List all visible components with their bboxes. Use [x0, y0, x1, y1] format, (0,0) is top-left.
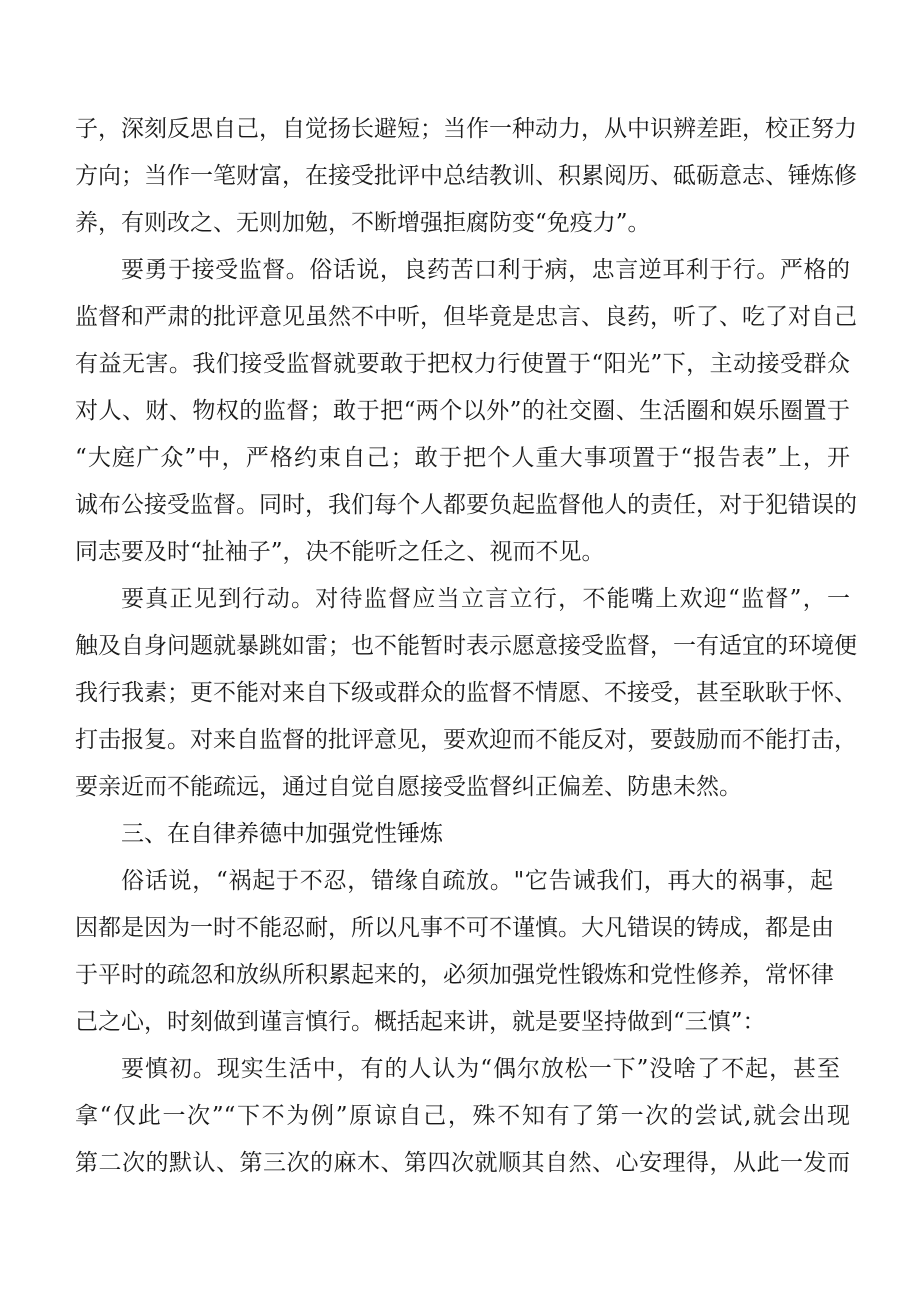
section-heading: 三、在自律养德中加强党性锤炼 — [121, 821, 443, 847]
text-line: 俗话说，“祸起于不忍，错缘自疏放。"它告诫我们，再大的祸事，起 — [121, 868, 833, 894]
text-line: “大庭广众”中，严格约束自己；敢于把个人重大事项置于“报告表”上，开 — [75, 445, 850, 471]
text-line: 子，深刻反思自己，自觉扬长避短；当作一种动力，从中识辨差距，校正努力 — [75, 116, 857, 142]
text-line: 方向；当作一笔财富，在接受批评中总结教训、积累阅历、砥砺意志、锤炼修 — [75, 163, 857, 189]
text-line: 触及自身问题就暴跳如雷；也不能暂时表示愿意接受监督，一有适宜的环境便 — [75, 633, 857, 659]
text-line: 有益无害。我们接受监督就要敢于把权力行使置于“阳光”下，主动接受群众 — [75, 351, 850, 377]
text-line: 要亲近而不能疏远，通过自觉自愿接受监督纠正偏差、防患未然。 — [75, 774, 742, 800]
text-line: 要勇于接受监督。俗话说，良药苦口利于病，忠言逆耳利于行。严格的 — [121, 257, 850, 283]
text-line: 同志要及时“扯袖子”，决不能听之任之、视而不见。 — [75, 539, 605, 565]
text-line: 于平时的疏忽和放纵所积累起来的，必须加强党性锻炼和党性修养，常怀律 — [75, 962, 834, 988]
text-line: 我行我素；更不能对来自下级或群众的监督不情愿、不接受，甚至耿耿于怀、 — [75, 680, 857, 706]
text-line: 要真正见到行动。对待监督应当立言立行，不能嘴上欢迎“监督”，一 — [121, 586, 850, 612]
text-line: 拿“仅此一次”“下不为例”原谅自己，殊不知有了第一次的尝试,就会出现 — [75, 1103, 850, 1129]
text-line: 因都是因为一时不能忍耐，所以凡事不可不谨慎。大凡错误的铸成，都是由 — [75, 915, 834, 941]
text-line: 监督和严肃的批评意见虽然不中听，但毕竟是忠言、良药，听了、吃了对自己 — [75, 304, 857, 330]
text-line: 养，有则改之、无则加勉，不断增强拒腐防变“免疫力”。 — [75, 210, 651, 236]
text-line: 对人、财、物权的监督；敢于把“两个以外”的社交圈、生活圈和娱乐圈置于 — [75, 398, 850, 424]
text-line: 打击报复。对来自监督的批评意见，要欢迎而不能反对，要鼓励而不能打击， — [75, 727, 857, 753]
text-line: 第二次的默认、第三次的麻木、第四次就顺其自然、心安理得，从此一发而 — [75, 1150, 850, 1176]
text-line: 要慎初。现实生活中，有的人认为“偶尔放松一下”没啥了不起，甚至 — [121, 1056, 840, 1082]
text-line: 诚布公接受监督。同时，我们每个人都要负起监督他人的责任，对于犯错误的 — [75, 492, 857, 518]
text-line: 己之心，时刻做到谨言慎行。概括起来讲，就是要坚持做到“三慎”： — [75, 1009, 766, 1035]
